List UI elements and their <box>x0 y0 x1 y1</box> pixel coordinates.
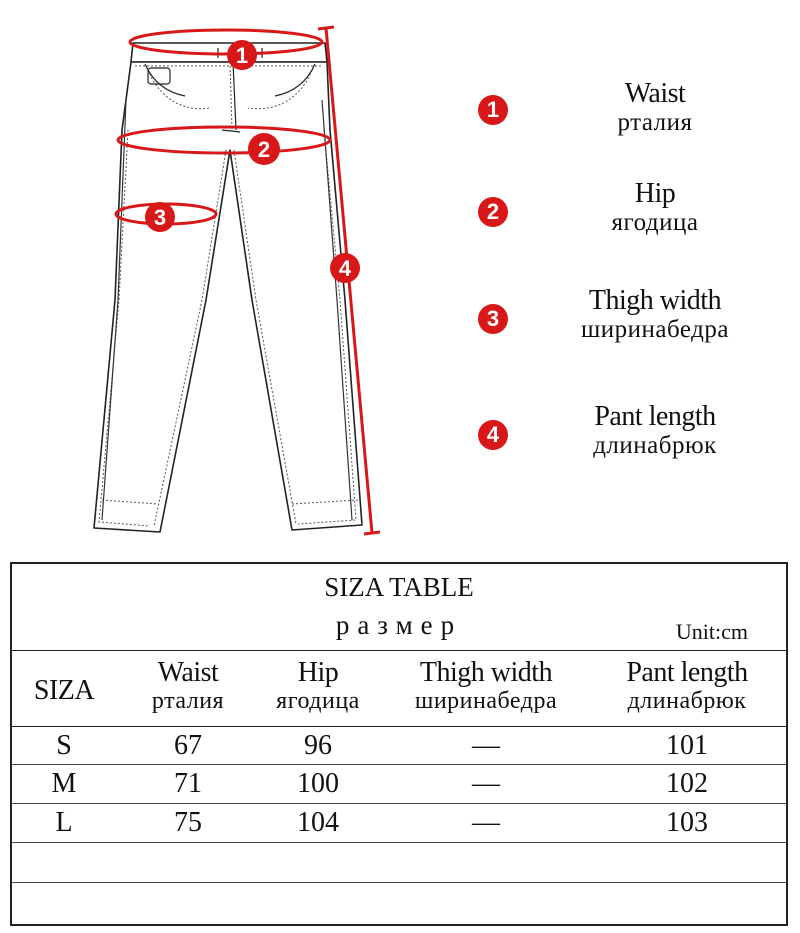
table-divider <box>12 842 786 843</box>
table-title: SIZA TABLE <box>324 572 474 602</box>
cell-length: 101 <box>666 730 708 761</box>
legend-item-hip <box>470 179 770 243</box>
header-thigh-ru: ширинабедра <box>414 688 558 714</box>
header-hip-ru: ягодица <box>276 688 360 714</box>
cell-size: S <box>56 730 72 761</box>
legend-label-en: Pant length <box>594 401 716 432</box>
header-size <box>14 676 114 706</box>
marker-3 <box>145 202 175 232</box>
table-unit: Unit:cm <box>675 619 748 644</box>
table-divider <box>12 882 786 883</box>
pants-outline <box>94 43 362 532</box>
legend-label-en: Waist <box>624 78 686 109</box>
legend-label-ru: длинабрюк <box>593 432 717 459</box>
marker-1 <box>227 40 257 70</box>
cell-thigh: — <box>472 730 500 761</box>
table-subtitle: размер <box>335 610 463 640</box>
legend-label-ru: ягодица <box>611 209 699 236</box>
header-waist-ru: рталия <box>151 688 225 714</box>
svg-text:3: 3 <box>153 205 167 230</box>
cell-size: M <box>51 768 77 799</box>
svg-text:4: 4 <box>338 256 352 281</box>
legend-label-ru: ширинабедра <box>581 316 729 343</box>
legend-item-thigh <box>470 286 770 350</box>
header-length-en: Pant length <box>626 657 748 688</box>
cell-length: 102 <box>666 768 708 799</box>
header-hip-en: Hip <box>297 657 339 688</box>
cell-hip: 96 <box>304 730 332 761</box>
number-1-icon: 1 <box>478 95 508 125</box>
header-waist-en: Waist <box>157 657 219 688</box>
header-length-ru: длинабрюк <box>627 688 747 714</box>
legend-item-waist <box>470 77 770 141</box>
cell-hip: 100 <box>297 768 339 799</box>
header-waist <box>132 658 244 714</box>
cell-waist: 75 <box>174 807 202 838</box>
table-divider <box>12 726 786 727</box>
cell-hip: 104 <box>297 807 339 838</box>
legend-label-ru: рталия <box>617 109 693 136</box>
pants-diagram <box>0 0 420 545</box>
table-divider <box>12 650 786 651</box>
cell-thigh: — <box>472 768 500 799</box>
size-table <box>10 562 788 926</box>
cell-size: L <box>55 807 73 838</box>
table-divider <box>12 803 786 804</box>
marker-2 <box>248 133 280 165</box>
cell-waist: 67 <box>174 730 202 761</box>
number-2-icon: 2 <box>478 197 508 227</box>
legend-item-length <box>470 402 770 466</box>
svg-text:1: 1 <box>235 43 249 68</box>
cell-thigh: — <box>472 807 500 838</box>
legend-label-en: Hip <box>634 178 676 209</box>
header-length <box>602 658 772 714</box>
number-3-icon: 3 <box>478 304 508 334</box>
cell-length: 103 <box>666 807 708 838</box>
number-4-icon: 4 <box>478 420 508 450</box>
svg-text:2: 2 <box>257 137 271 162</box>
header-thigh <box>386 658 586 714</box>
table-divider <box>12 764 786 765</box>
header-hip <box>260 658 376 714</box>
cell-waist: 71 <box>174 768 202 799</box>
header-size-label: SIZA <box>33 675 95 706</box>
marker-4 <box>330 253 360 283</box>
header-thigh-en: Thigh width <box>419 657 553 688</box>
legend-label-en: Thigh width <box>588 285 722 316</box>
